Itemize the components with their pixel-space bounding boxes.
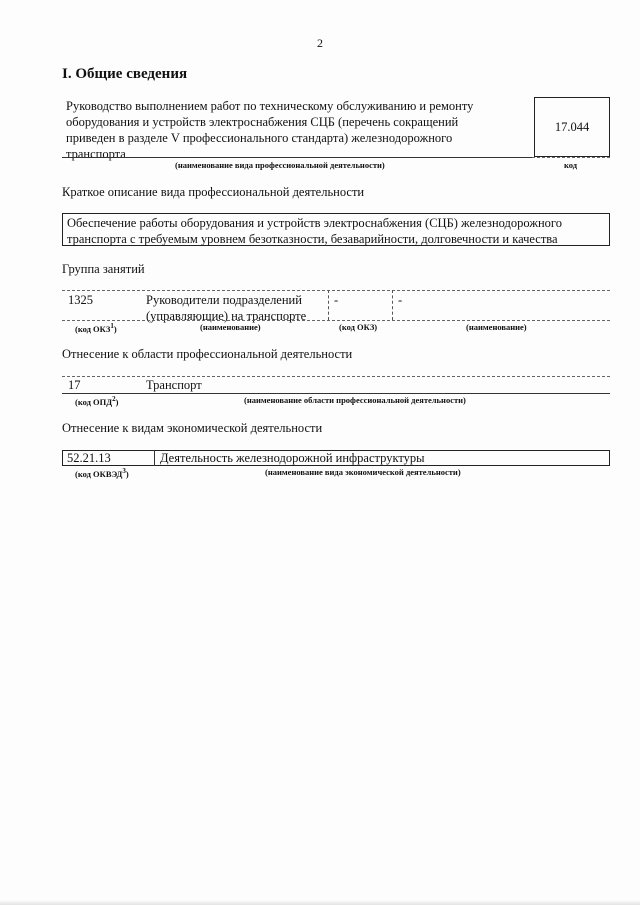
activity-name <box>66 98 516 162</box>
occupation-bottom-line <box>62 320 610 321</box>
opd-top-line <box>62 376 610 377</box>
economic-activity-heading: Отнесение к видам экономической деятельности <box>62 421 323 435</box>
activity-code-caption: код <box>564 160 578 170</box>
okz-name-2: - <box>398 293 403 307</box>
activity-underline <box>62 157 532 158</box>
okz-name-2-caption: (наименование) <box>466 322 527 332</box>
description-heading: Краткое описание вида профессиональной деятельности <box>62 185 365 199</box>
activity-code-box <box>534 97 610 157</box>
okz-code-2-caption: (код ОКЗ) <box>339 322 378 332</box>
activity-code: 17.044 <box>554 119 590 134</box>
okz-name-caption: (наименование) <box>200 322 261 332</box>
section-title: I. Общие сведения <box>62 66 188 82</box>
page-number: 2 <box>317 36 323 50</box>
occupation-divider <box>328 290 329 320</box>
opd-name-caption: (наименование области профессиональной деятельности) <box>244 395 466 405</box>
activity-name-line: Руководство выполнением работ по техническому обслуживанию и ремонту <box>66 99 474 113</box>
opd-code: 17 <box>68 378 81 392</box>
occupation-divider-2 <box>392 290 393 320</box>
okved-code: 52.21.13 <box>67 451 111 465</box>
page-bottom-edge <box>0 900 640 905</box>
activity-name-caption: (наименование вида профессиональной деятельности) <box>175 160 385 170</box>
professional-area-heading: Отнесение к области профессиональной деятельности <box>62 347 353 361</box>
activity-name-line: транспорта <box>66 147 126 161</box>
okved-name-caption: (наименование вида экономической деятельности) <box>265 467 461 477</box>
okved-name: Деятельность железнодорожной инфраструктуры <box>160 451 425 465</box>
okz-name-line: (управляющие) на транспорте <box>146 309 307 323</box>
occupation-top-line <box>62 290 610 291</box>
activity-name-line: приведен в разделе V профессионального стандарта) железнодорожного <box>66 131 453 145</box>
okz-name-line: Руководители подразделений <box>146 293 302 307</box>
okz-code: 1325 <box>68 293 93 307</box>
okz-code-2: - <box>334 293 339 307</box>
description-box <box>62 213 610 246</box>
opd-name: Транспорт <box>146 378 202 392</box>
activity-underline-right <box>532 157 610 158</box>
activity-name-line: оборудования и устройств электроснабжения СЦБ (перечень сокращений <box>66 115 459 129</box>
description-line: транспорта с требуемым уровнем безотказности, безаварийности, долговечности и качества <box>67 232 558 246</box>
opd-bottom-line <box>62 393 610 394</box>
opd-code-caption: (код ОПД$^2$) <box>75 395 119 407</box>
okz-code-caption: (код ОКЗ$^1$) <box>75 322 117 334</box>
description-line: Обеспечение работы оборудования и устройств электроснабжения (СЦБ) железнодорожного <box>67 216 562 230</box>
okved-divider <box>154 450 155 466</box>
okved-code-caption: (код ОКВЭД$^3$) <box>75 467 129 479</box>
occupation-group-heading: Группа занятий <box>62 262 145 276</box>
